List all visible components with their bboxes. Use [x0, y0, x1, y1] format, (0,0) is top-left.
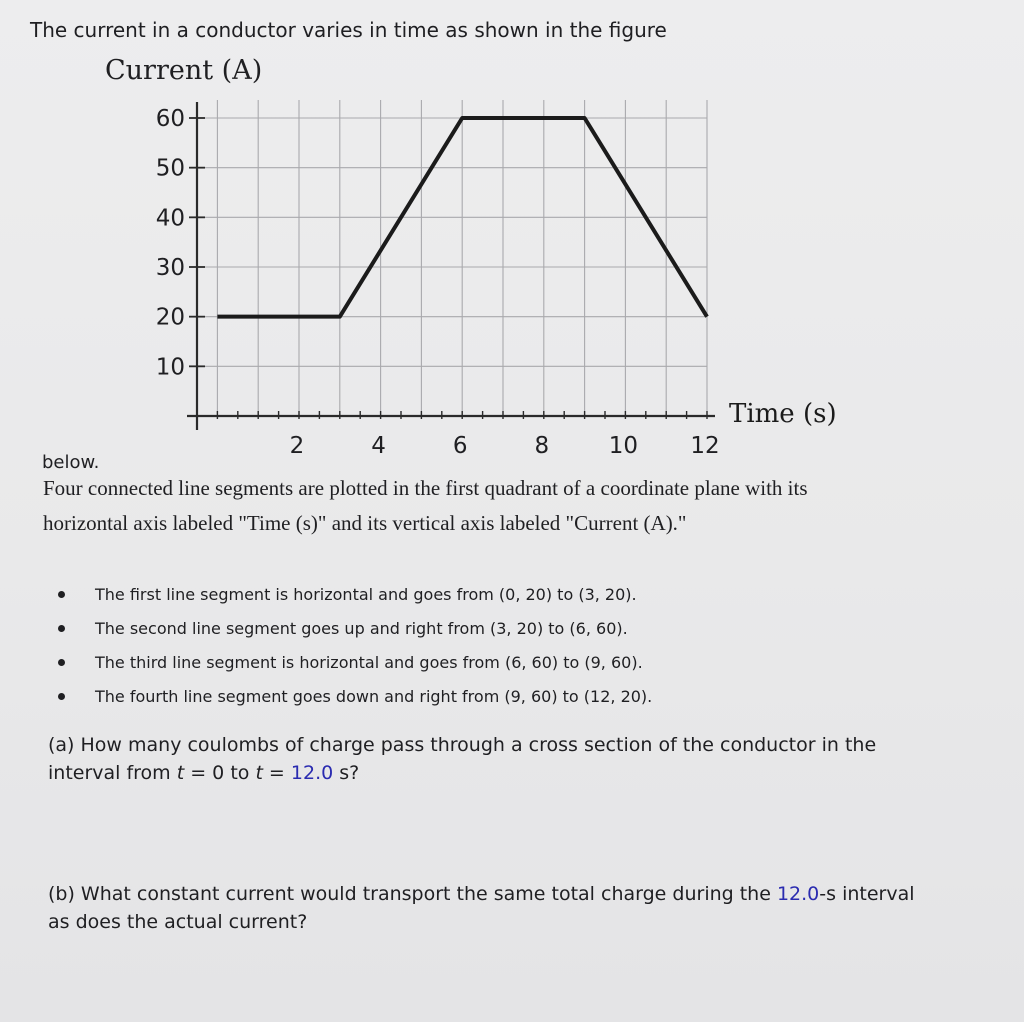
list-item: The first line segment is horizontal and goes from (0, 20) to (3, 20).	[95, 585, 637, 604]
y-tick-label: 60	[155, 106, 185, 132]
y-axis-label: Current (A)	[105, 55, 263, 86]
y-tick-label: 50	[155, 155, 185, 182]
question-b-prefix: (b) What constant current would transport the same total charge during the	[48, 883, 777, 905]
y-tick-labels	[156, 106, 185, 380]
question-a-equals: =	[262, 762, 291, 784]
x-tick-labels	[290, 433, 720, 459]
question-b-line-1	[48, 880, 915, 908]
description-line-1: Four connected line segments are plotted in the first quadrant of a coordinate plane with its	[43, 476, 808, 500]
problem-intro: The current in a conductor varies in time as shown in the figure	[30, 18, 667, 42]
horizontal-gridlines	[197, 118, 707, 366]
list-item: The fourth line segment goes down and right from (9, 60) to (12, 20).	[95, 687, 653, 706]
x-tick-label: 12	[690, 433, 720, 459]
question-b-line-2: as does the actual current?	[48, 911, 308, 933]
t-symbol: t	[255, 762, 263, 784]
x-axis	[187, 411, 715, 419]
y-tick-label: 20	[155, 304, 185, 331]
question-a-line-1: (a) How many coulombs of charge pass through a cross section of the conductor in the	[48, 734, 877, 756]
question-a-line-2	[48, 759, 876, 787]
question-b-suffix: -s interval	[819, 883, 915, 905]
x-axis-label: Time (s)	[729, 399, 837, 429]
question-a-value: 12.0	[290, 762, 334, 784]
x-tick-label: 6	[452, 433, 468, 459]
t-symbol: t	[176, 762, 185, 784]
y-tick-label: 10	[155, 354, 185, 381]
below-text: below.	[42, 452, 100, 473]
question-a	[48, 731, 876, 787]
x-tick-label: 2	[289, 433, 305, 459]
question-a-range-text: = 0 to	[184, 762, 256, 784]
question-a-suffix: s?	[333, 762, 360, 784]
question-b	[48, 880, 915, 936]
x-tick-label: 10	[608, 433, 639, 459]
x-tick-label: 4	[371, 433, 386, 459]
description-line-2: horizontal axis labeled "Time (s)" and its vertical axis labeled "Current (A)."	[43, 511, 687, 535]
x-tick-label: 8	[534, 433, 550, 459]
list-item: The third line segment is horizontal and goes from (6, 60) to (9, 60).	[95, 653, 643, 672]
list-item: The second line segment goes up and right from (3, 20) to (6, 60).	[95, 619, 628, 638]
y-tick-label: 40	[155, 205, 185, 232]
question-a-interval-text: interval from	[48, 762, 177, 784]
y-tick-label: 30	[155, 255, 185, 281]
question-b-value: 12.0	[776, 883, 820, 905]
current-time-chart	[0, 0, 880, 470]
y-axis	[189, 102, 205, 430]
vertical-gridlines	[217, 100, 707, 416]
